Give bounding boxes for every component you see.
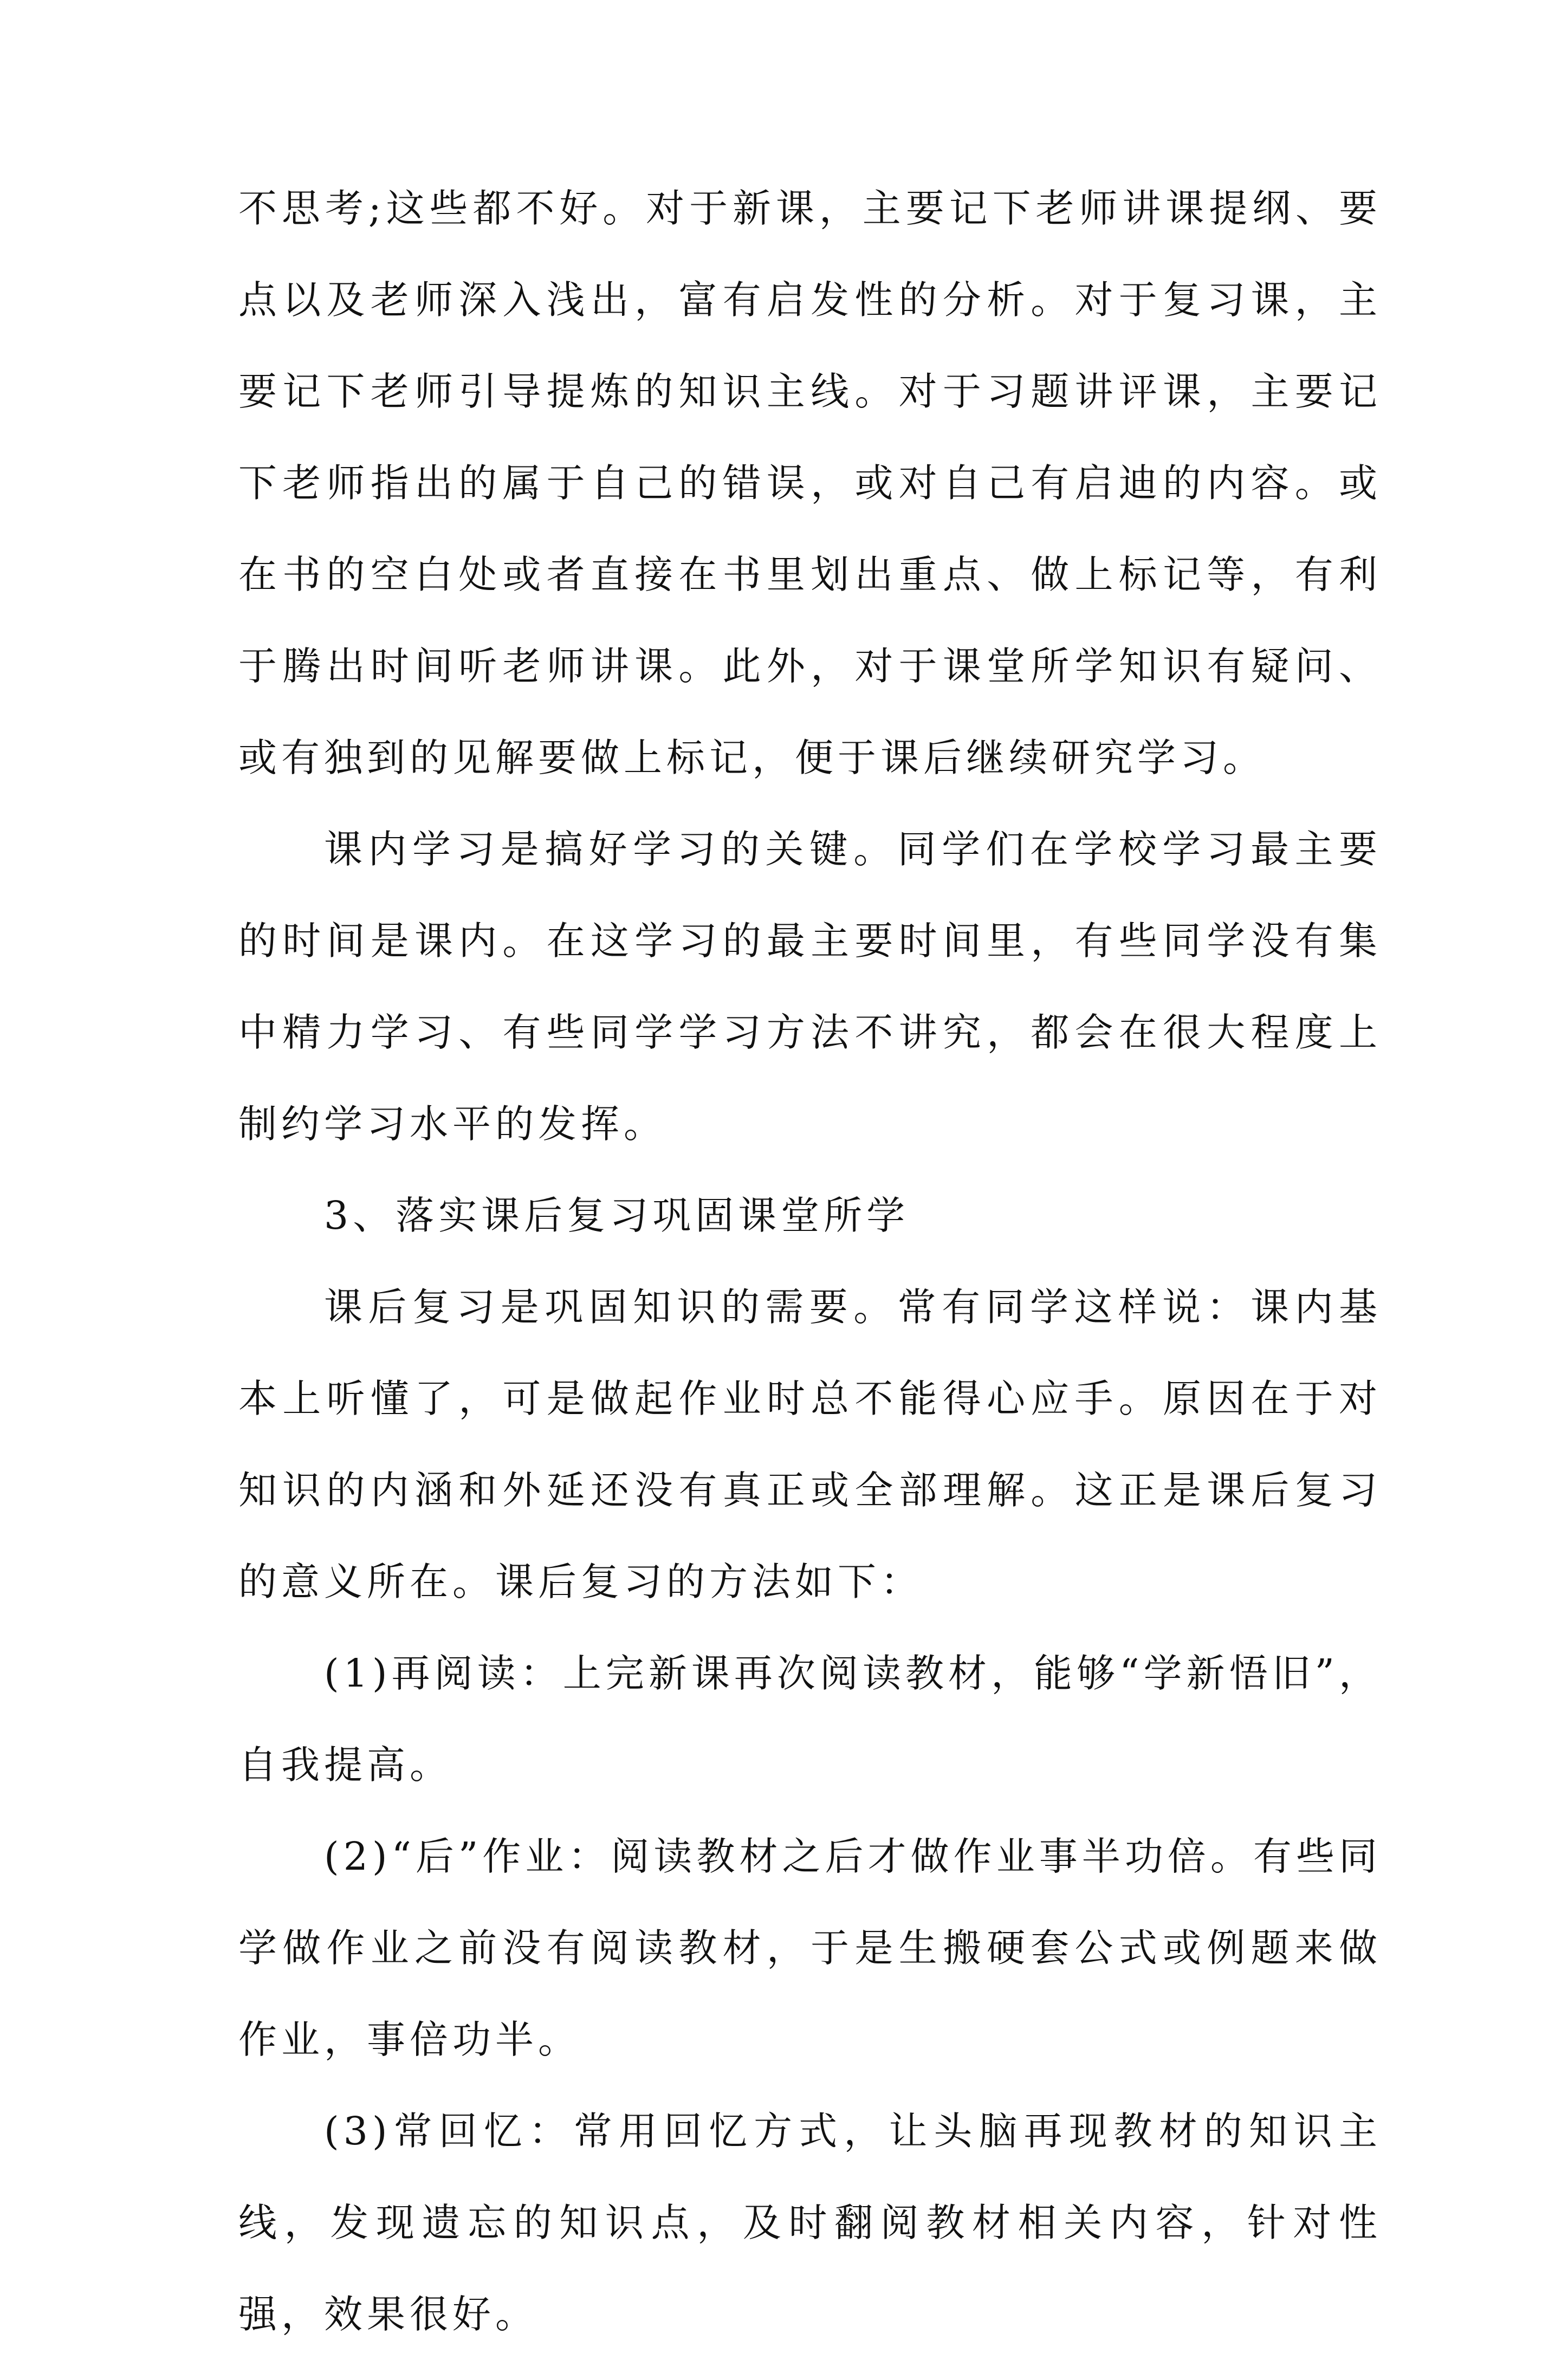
paragraph-after-class-review: 课后复习是巩固知识的需要。常有同学这样说：课内基本上听懂了，可是做起作业时总不能得心应手。原因在于对知识的内涵和外延还没有真正或全部理解。这正是课后复习的意义所在。课后复习的方法如下：: [238, 1285, 1382, 1604]
paragraph-note-taking: 不思考;这些都不好。对于新课，主要记下老师讲课提纲、要点以及老师深入浅出，富有启发性的分析。对于复习课，主要记下老师引导提炼的知识主线。对于习题讲评课，主要记下老师指出的属于自己的错误，或对自己有启迪的内容。或在书的空白处或者直接在书里划出重点、做上标记等，有利于腾出时间听老师讲课。此外，对于课堂所学知识有疑问、或有独到的见解要做上标记，便于课后继续研究学习。: [238, 186, 1382, 780]
list-item-recall: (3)常回忆：常用回忆方式，让头脑再现教材的知识主线，发现遗忘的知识点，及时翻阅教材相关内容，针对性强，效果很好。: [238, 2109, 1382, 2337]
paragraph-in-class-learning: 课内学习是搞好学习的关键。同学们在学校学习最主要的时间是课内。在这学习的最主要时间里，有些同学没有集中精力学习、有些同学学习方法不讲究，都会在很大程度上制约学习水平的发挥。: [238, 827, 1382, 1146]
body-text: [238, 163, 1382, 2360]
list-item-homework-after: (2)“后”作业：阅读教材之后才做作业事半功倍。有些同学做作业之前没有阅读教材，于是生搬硬套公式或例题来做作业，事倍功半。: [238, 1834, 1382, 2062]
list-item-reread: (1)再阅读：上完新课再次阅读教材，能够“学新悟旧”，自我提高。: [238, 1651, 1382, 1787]
section-heading-review: 3、落实课后复习巩固课堂所学: [324, 1193, 910, 1238]
